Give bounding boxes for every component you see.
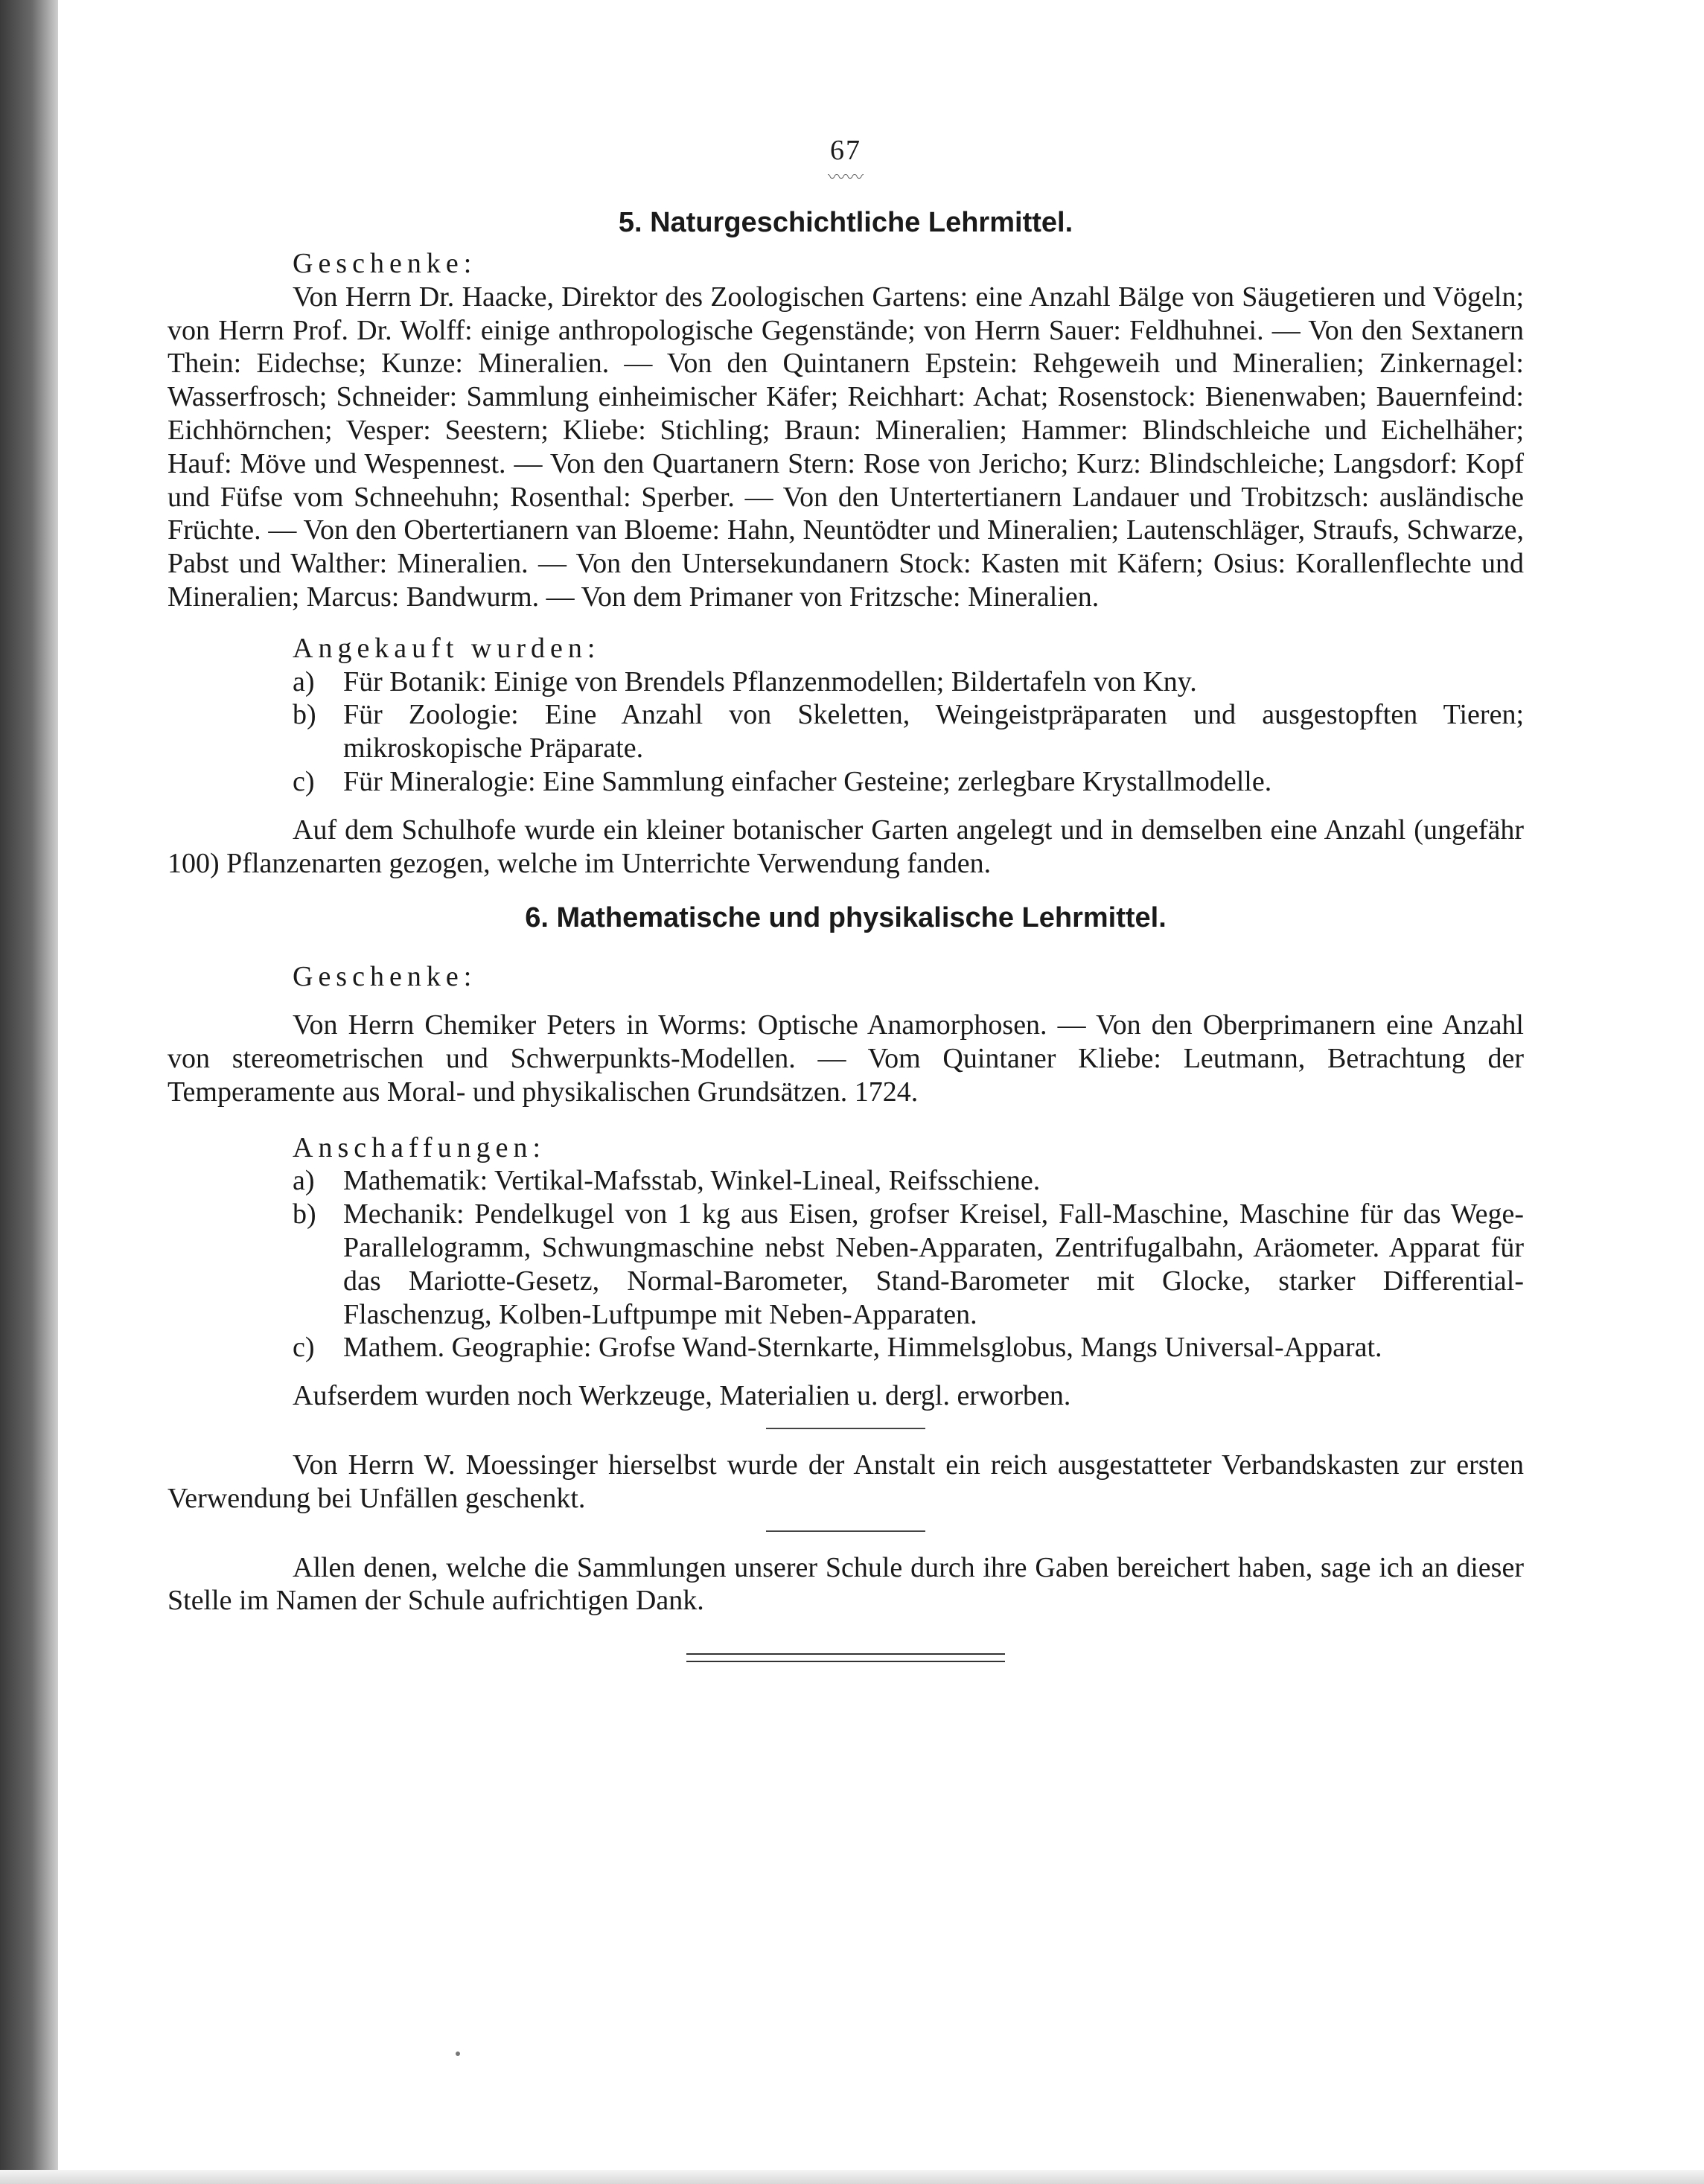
- section-6-gifts-paragraph: Von Herrn Chemiker Peters in Worms: Optische Anamorphosen. — Von den Oberprimanern eine Anzahl von stereometrischen und Schwerpunkts-Modellen. — Vom Quintaner Kliebe: Leutmann, Betrachtung der Temperamente aus Moral- und physikalischen Grundsätzen. 1724.: [167, 1009, 1524, 1108]
- list-marker: a): [293, 665, 315, 697]
- section-6-gifts-label: Geschenke:: [293, 961, 477, 993]
- list-item: [167, 765, 1524, 799]
- list-item: [167, 1331, 1524, 1364]
- list-text: Mathematik: Vertikal-Mafsstab, Winkel-Lineal, Reifsschiene.: [343, 1165, 1041, 1197]
- section-5-purchased-label: Angekauft wurden:: [293, 632, 601, 664]
- print-speck: [456, 2052, 460, 2056]
- section-5-gifts-label: Geschenke:: [293, 248, 477, 279]
- list-item: [167, 665, 1524, 699]
- list-item: [167, 1198, 1524, 1331]
- document-page: [167, 134, 1524, 1662]
- scan-edge-shadow: [0, 0, 58, 2184]
- list-marker: b): [293, 699, 316, 731]
- page-number-ornament: 〰〰: [828, 168, 864, 188]
- section-6-acquisitions-label: Anschaffungen:: [293, 1131, 546, 1163]
- list-text: Mechanik: Pendelkugel von 1 kg aus Eisen, grofser Kreisel, Fall-Maschine, Maschine für das Wege-Parallelogramm, Schwungmaschine nebst Neben-Apparaten, Zentrifugalbahn, Aräometer. Apparat für das Mariotte-Gesetz, Normal-Barometer, Stand-Barometer mit Glocke, starker Differential-Flaschenzug, Kolben-Luftpumpe mit Neben-Apparaten.: [343, 1198, 1524, 1330]
- list-marker: b): [293, 1198, 316, 1230]
- section-6-tools-paragraph: Aufserdem wurden noch Werkzeuge, Materialien u. dergl. erworben.: [293, 1380, 1071, 1412]
- section-5-garden-paragraph: Auf dem Schulhofe wurde ein kleiner botanischer Garten angelegt und in demselben eine Anzahl (ungefähr 100) Pflanzenarten gezogen, welche im Unterrichte Verwendung fanden.: [167, 814, 1524, 879]
- list-item: [167, 698, 1524, 765]
- moessinger-paragraph: Von Herrn W. Moessinger hierselbst wurde der Anstalt ein reich ausgestatteter Verbandskasten zur ersten Verwendung bei Unfällen geschenkt.: [167, 1449, 1524, 1514]
- section-5-purchased-list: [167, 665, 1524, 799]
- page-number: 67: [830, 135, 861, 166]
- list-marker: a): [293, 1165, 315, 1197]
- list-text: Für Zoologie: Eine Anzahl von Skeletten, Weingeistpräparaten und ausgestopften Tieren; mikroskopische Präparate.: [343, 699, 1524, 764]
- section-6-acquisitions-list: [167, 1164, 1524, 1364]
- list-text: Mathem. Geographie: Grofse Wand-Sternkarte, Himmelsglobus, Mangs Universal-Apparat.: [343, 1332, 1382, 1364]
- scan-bottom-edge: [0, 2170, 1704, 2184]
- list-item: [167, 1164, 1524, 1198]
- list-text: Für Mineralogie: Eine Sammlung einfacher Gesteine; zerlegbare Krystallmodelle.: [343, 765, 1272, 797]
- closing-double-rule: [686, 1653, 1005, 1662]
- section-5-heading: 5. Naturgeschichtliche Lehrmittel.: [618, 207, 1073, 238]
- section-5-gifts-paragraph: Von Herrn Dr. Haacke, Direktor des Zoologischen Gartens: eine Anzahl Bälge von Säugetieren und Vögeln; von Herrn Prof. Dr. Wolff: einige anthropologische Gegenstände; von Herrn Sauer: Feldhuhnei. — Von den Sextanern Thein: Eidechse; Kunze: Mineralien. — Von den Quintanern Epstein: Rehgeweih und Mineralien; Zinkernagel: Wasserfrosch; Schneider: Sammlung einheimischer Käfer; Reichhart: Achat; Rosenstock: Bienenwaben; Bauernfeind: Eichhörnchen; Vesper: Seestern; Kliebe: Stichling; Braun: Mineralien; Hammer: Blindschleiche und Eichelhäher; Hauf: Möve und Wespennest. — Von den Quartanern Stern: Rose von Jericho; Kurz: Blindschleiche; Langsdorf: Kopf und Füfse vom Schneehuhn; Rosenthal: Sperber. — Von den Untertertianern Landauer und Trobitzsch: ausländische Früchte. — Von den Obertertianern van Bloeme: Hahn, Neuntödter und Mineralien; Lautenschläger, Straufs, Schwarze, Pabst und Walther: Mineralien. — Von den Untersekundanern Stock: Kasten mit Käfern; Osius: Korallenflechte und Mineralien; Marcus: Bandwurm. — Von dem Primaner von Fritzsche: Mineralien.: [167, 281, 1524, 613]
- list-marker: c): [293, 1332, 315, 1364]
- thanks-paragraph: Allen denen, welche die Sammlungen unserer Schule durch ihre Gaben bereichert haben, sage ich an dieser Stelle im Namen der Schule aufrichtigen Dank.: [167, 1551, 1524, 1617]
- list-marker: c): [293, 765, 315, 797]
- list-text: Für Botanik: Einige von Brendels Pflanzenmodellen; Bildertafeln von Kny.: [343, 665, 1197, 697]
- section-6-heading: 6. Mathematische und physikalische Lehrmittel.: [525, 902, 1167, 934]
